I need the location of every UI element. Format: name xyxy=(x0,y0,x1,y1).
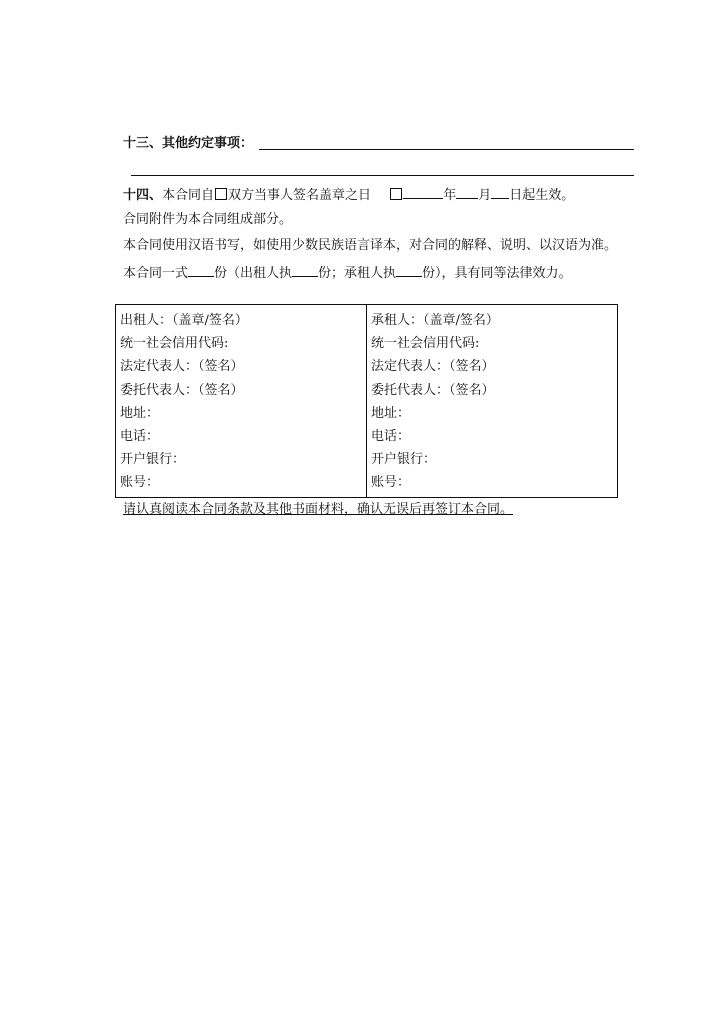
lessee-line[interactable]: 地址： xyxy=(371,405,411,421)
annex-paragraph: 合同附件为本合同组成部分。 xyxy=(123,212,293,227)
day-suffix: 日起生效。 xyxy=(509,188,575,203)
clause-14-label: 十四、 xyxy=(123,188,163,203)
total-copies-blank[interactable] xyxy=(188,264,214,277)
lessor-line[interactable]: 统一社会信用代码: xyxy=(120,336,229,352)
lessor-column xyxy=(116,305,367,498)
clause-14-text-b: 双方当事人签名盖章之日 xyxy=(228,188,372,203)
checkbox-signing-date[interactable] xyxy=(215,188,227,200)
copies-paragraph xyxy=(123,264,572,282)
lessee-line[interactable]: 委托代表人：（签名） xyxy=(371,382,495,398)
lessee-copies-blank[interactable] xyxy=(396,264,422,277)
clause-14-line xyxy=(123,186,574,204)
lessee-line[interactable]: 账号： xyxy=(371,475,411,491)
lessee-line[interactable]: 法定代表人：（签名） xyxy=(371,359,495,375)
lessee-line[interactable]: 承租人：（盖章/签名） xyxy=(371,313,499,328)
read-carefully-notice: 请认真阅读本合同条款及其他书面材料，确认无误后再签订本合同。 xyxy=(123,502,514,517)
lessee-line[interactable]: 统一社会信用代码: xyxy=(371,336,480,352)
copies-text-d: 份），具有同等法律效力。 xyxy=(422,266,572,281)
year-label: 年 xyxy=(443,188,457,203)
lessor-copies-blank[interactable] xyxy=(292,264,318,277)
day-blank[interactable] xyxy=(491,186,509,199)
lessee-line[interactable]: 开户银行： xyxy=(371,452,437,468)
lessor-line[interactable]: 电话： xyxy=(120,428,160,444)
copies-text-c: 份；承租人执 xyxy=(318,266,397,281)
copies-text-b: 份（出租人执 xyxy=(214,266,293,281)
lessor-line[interactable]: 委托代表人：（签名） xyxy=(120,382,244,398)
signature-table xyxy=(115,304,618,498)
lessor-line[interactable]: 出租人：（盖章/签名） xyxy=(120,313,248,328)
lessor-line[interactable]: 地址： xyxy=(120,405,160,421)
year-blank[interactable] xyxy=(403,186,443,199)
lessor-line[interactable]: 法定代表人：（签名） xyxy=(120,359,244,375)
language-paragraph: 本合同使用汉语书写，如使用少数民族语言译本，对合同的解释、说明、以汉语为准。 xyxy=(123,238,618,253)
clause-14-text-a: 本合同自 xyxy=(162,188,215,203)
month-label: 月 xyxy=(478,188,492,203)
clause-13-fill-line-1[interactable] xyxy=(259,149,634,150)
checkbox-specific-date[interactable] xyxy=(390,188,402,200)
month-blank[interactable] xyxy=(456,186,478,199)
copies-text-a: 本合同一式 xyxy=(123,266,189,281)
lessor-line[interactable]: 账号： xyxy=(120,475,160,491)
clause-13-fill-line-2[interactable] xyxy=(131,175,634,176)
lessee-column xyxy=(367,305,618,498)
lessee-line[interactable]: 电话： xyxy=(371,428,411,444)
clause-13-label: 十三、其他约定事项： xyxy=(123,136,254,151)
lessor-line[interactable]: 开户银行： xyxy=(120,452,186,468)
